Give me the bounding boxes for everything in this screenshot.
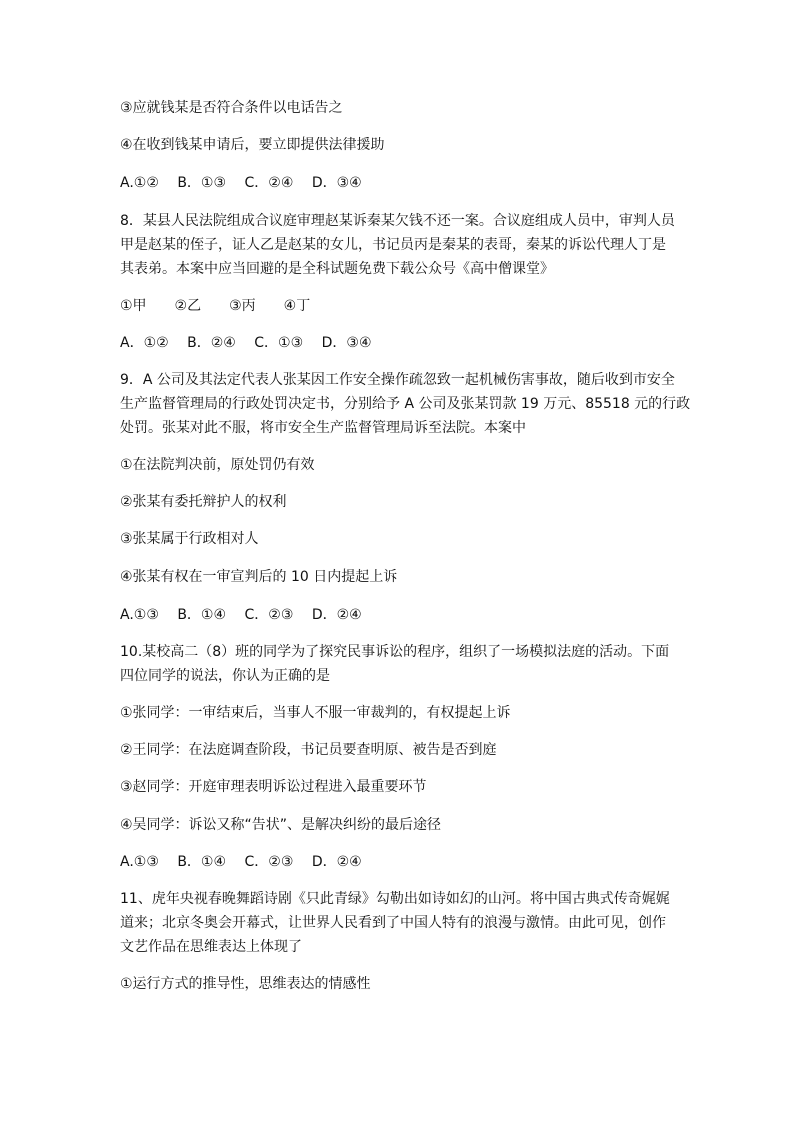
text-line: A.①③ B．①④ C．②③ D．②④ bbox=[120, 854, 362, 870]
text-line: 甲是赵某的侄子，证人乙是赵某的女儿，书记员丙是秦某的表哥，秦某的诉讼代理人丁是 bbox=[120, 237, 666, 253]
text-line: ①张同学：一审结束后，当事人不服一审裁判的，有权提起上诉 bbox=[120, 705, 511, 721]
text-line: ④吴同学：诉讼又称“告状”、是解决纠纷的最后途径 bbox=[120, 817, 442, 833]
text-line: 处罚。张某对此不服，将市安全生产监督管理局诉至法院。本案中 bbox=[120, 420, 526, 436]
text-line: ④在收到钱某申请后，要立即提供法律援助 bbox=[120, 137, 385, 153]
text-line: A.①② B．①③ C．②④ D．③④ bbox=[120, 175, 362, 191]
text-line: ①在法院判决前，原处罚仍有效 bbox=[120, 457, 315, 473]
text-line: 四位同学的说法，你认为正确的是 bbox=[120, 668, 330, 684]
text-line: 其表弟。本案中应当回避的是全科试题免费下载公众号《高中僧课堂》 bbox=[120, 261, 554, 277]
text-line: 9．A 公司及其法定代表人张某因工作安全操作疏忽致一起机械伤害事故，随后收到市安全 bbox=[120, 372, 675, 388]
text-line: A.①③ B．①④ C．②③ D．②④ bbox=[120, 607, 362, 623]
text-line: ①甲 ②乙 ③丙 ④丁 bbox=[120, 298, 311, 314]
text-line: ③赵同学：开庭审理表明诉讼过程进入最重要环节 bbox=[120, 779, 427, 795]
text-line: ②张某有委托辩护人的权利 bbox=[120, 494, 287, 510]
text-line: ③应就钱某是否符合条件以电话告之 bbox=[120, 100, 343, 116]
text-line: ②王同学：在法庭调查阶段，书记员要查明原、被告是否到庭 bbox=[120, 742, 497, 758]
text-line: ③张某属于行政相对人 bbox=[120, 531, 259, 547]
text-line: 10.某校高二（8）班的同学为了探究民事诉讼的程序，组织了一场模拟法庭的活动。下面 bbox=[120, 644, 670, 660]
text-line: 文艺作品在思维表达上体现了 bbox=[120, 939, 302, 955]
text-line: 11、虎年央视春晚舞蹈诗剧《只此青绿》勾勒出如诗如幻的山河。将中国古典式传奇娓娓 bbox=[120, 891, 670, 907]
text-line: A．①② B．②④ C．①③ D．③④ bbox=[120, 335, 372, 351]
text-line: ④张某有权在一审宣判后的 10 日内提起上诉 bbox=[120, 569, 398, 585]
text-line: 道来；北京冬奥会开幕式，让世界人民看到了中国人特有的浪漫与激情。由此可见，创作 bbox=[120, 915, 666, 931]
text-line: ①运行方式的推导性，思维表达的情感性 bbox=[120, 976, 371, 992]
text-line: 生产监督管理局的行政处罚决定书，分别给予 A 公司及张某罚款 19 万元、85518 元的行政 bbox=[120, 396, 691, 412]
text-line: 8．某县人民法院组成合议庭审理赵某诉秦某欠钱不还一案。合议庭组成人员中，审判人员 bbox=[120, 213, 675, 229]
